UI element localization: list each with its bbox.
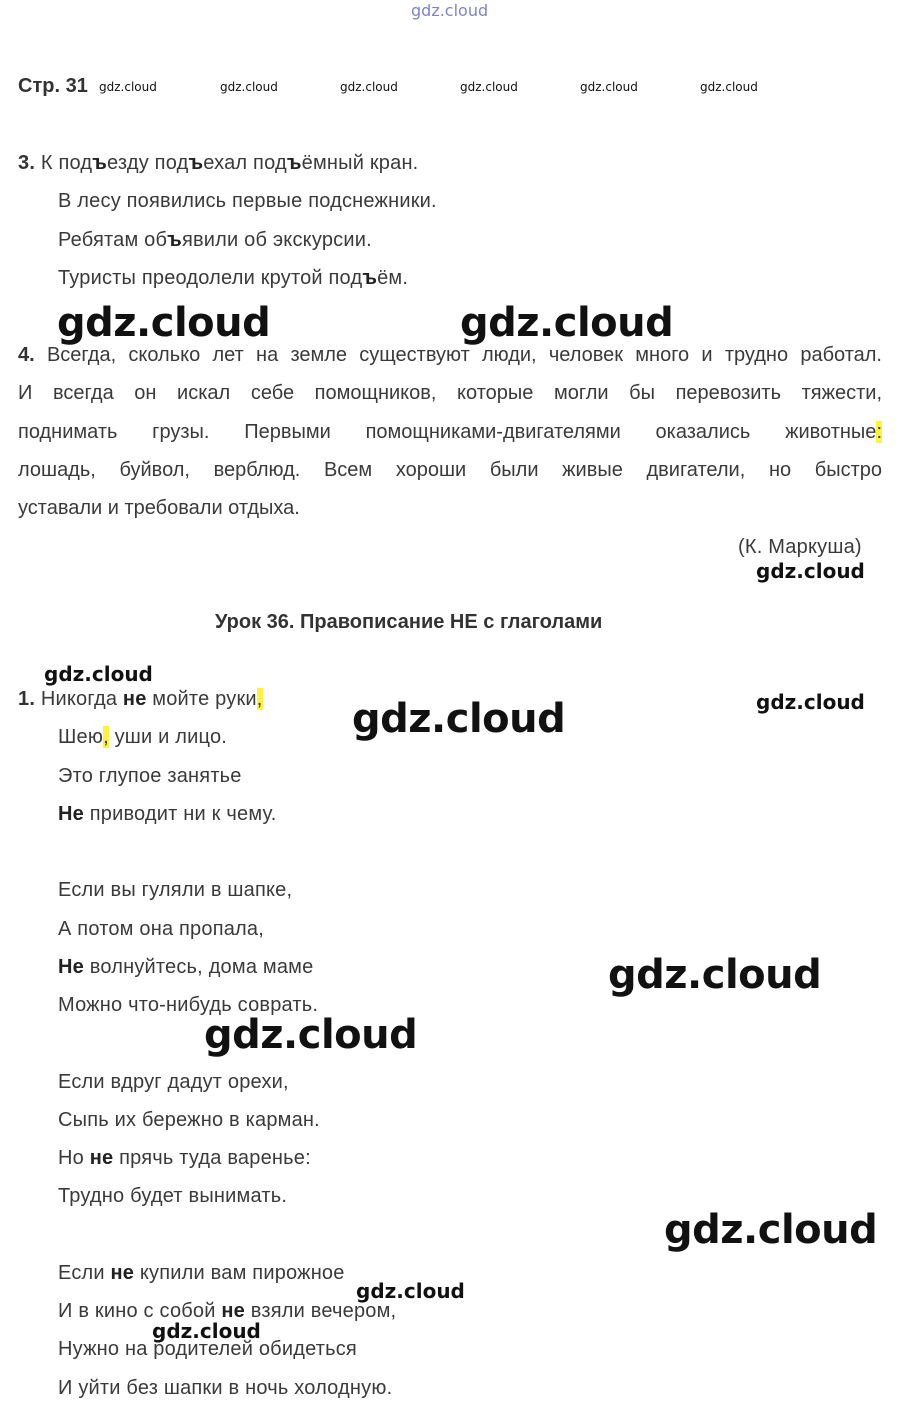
ex1-s3-line-3: Но не прячь туда варенье: xyxy=(58,1147,311,1169)
lesson-title: Урок 36. Правописание НЕ с глаголами xyxy=(215,611,603,633)
watermark-large: gdz.cloud xyxy=(204,1012,418,1058)
watermark-large: gdz.cloud xyxy=(608,952,822,998)
ex3-number: 3. xyxy=(18,152,36,174)
ex4-line-5: уставали и требовали отдыха. xyxy=(18,497,300,519)
watermark-small: gdz.cloud xyxy=(340,80,398,94)
ex4-line-2: И всегда он искал себе помощников, которые могли бы перевозить тяжести, xyxy=(18,382,882,404)
ex1-s4-line-1: Если не купили вам пирожное xyxy=(58,1262,345,1284)
watermark-top: gdz.cloud xyxy=(411,1,489,20)
ex3-line-2: В лесу появились первые подснежники. xyxy=(58,190,437,212)
ex1-s4-line-3: Нужно на родителей обидеться xyxy=(58,1338,357,1360)
ex1-s1-line-3: Это глупое занятье xyxy=(58,765,242,787)
watermark-large: gdz.cloud xyxy=(57,300,271,346)
ex1-number: 1. xyxy=(18,688,36,710)
page-number-header: Стр. 31 xyxy=(18,75,88,97)
ex3-line-3: Ребятам объявили об экскурсии. xyxy=(58,229,372,251)
highlighted-comma: , xyxy=(103,726,109,748)
ex1-s2-line-1: Если вы гуляли в шапке, xyxy=(58,879,293,901)
ex1-s3-line-1: Если вдруг дадут орехи, xyxy=(58,1071,289,1093)
ex1-s2-line-4: Можно что-нибудь соврать. xyxy=(58,994,319,1016)
watermark-small: gdz.cloud xyxy=(220,80,278,94)
watermark-small: gdz.cloud xyxy=(99,80,157,94)
ex4-line-1: 4. Всегда, сколько лет на земле существуют люди, человек много и трудно работал. xyxy=(18,344,882,366)
watermark-medium: gdz.cloud xyxy=(356,1279,465,1303)
ex4-line-3: поднимать грузы. Первыми помощниками-двигателями оказались животные: xyxy=(18,421,882,443)
highlighted-colon: : xyxy=(876,421,882,443)
watermark-medium: gdz.cloud xyxy=(756,690,865,714)
watermark-small: gdz.cloud xyxy=(700,80,758,94)
ex1-s3-line-4: Трудно будет вынимать. xyxy=(58,1185,288,1207)
ex1-s4-line-2: И в кино с собой не взяли вечером, xyxy=(58,1300,397,1322)
watermark-large: gdz.cloud xyxy=(460,300,674,346)
ex1-s4-line-4: И уйти без шапки в ночь холодную. xyxy=(58,1377,393,1399)
ex1-s1-line-1: 1. Никогда не мойте руки, xyxy=(18,688,263,710)
watermark-medium: gdz.cloud xyxy=(44,662,153,686)
watermark-small: gdz.cloud xyxy=(460,80,518,94)
ex1-s1-line-2: Шею, уши и лицо. xyxy=(58,726,228,748)
watermark-small: gdz.cloud xyxy=(580,80,638,94)
ex1-s1-line-4: Не приводит ни к чему. xyxy=(58,803,277,825)
watermark-large: gdz.cloud xyxy=(352,696,566,742)
ex3-line-1: 3. К подъезду подъехал подъёмный кран. xyxy=(18,152,419,174)
watermark-medium: gdz.cloud xyxy=(152,1319,261,1343)
watermark-large: gdz.cloud xyxy=(664,1207,878,1253)
ex1-s2-line-3: Не волнуйтесь, дома маме xyxy=(58,956,314,978)
watermark-medium: gdz.cloud xyxy=(756,559,865,583)
ex1-s2-line-2: А потом она пропала, xyxy=(58,918,265,940)
ex3-line-4: Туристы преодолели крутой подъём. xyxy=(58,267,409,289)
ex1-s3-line-2: Сыпь их бережно в карман. xyxy=(58,1109,320,1131)
ex4-number: 4. xyxy=(18,344,35,366)
highlighted-comma: , xyxy=(256,688,263,710)
ex4-author: (К. Маркуша) xyxy=(738,536,862,558)
ex4-line-4: лошадь, буйвол, верблюд. Всем хороши были живые двигатели, но быстро xyxy=(18,459,882,481)
